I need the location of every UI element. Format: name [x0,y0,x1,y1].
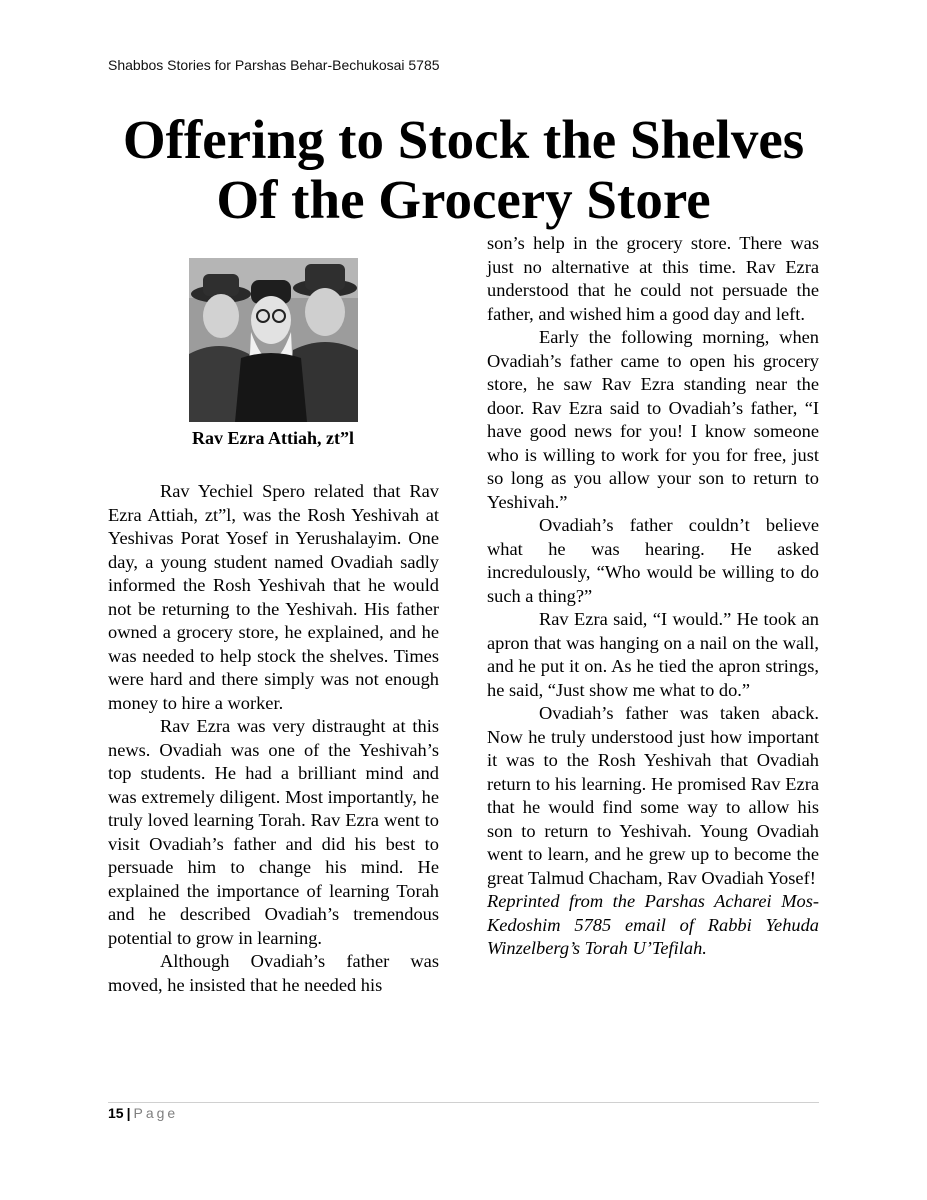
reprint-credit: Reprinted from the Parshas Acharei Mos-Kedoshim 5785 email of Rabbi Yehuda Winzelberg’s Torah U’Tefilah. [487,891,819,958]
paragraph: Rav Ezra was very distraught at this news. Ovadiah was one of the Yeshivah’s top students. He had a brilliant mind and was extremely diligent. Most importantly, he truly loved learning Torah. Rav Ezra went to visit Ovadiah’s father and did his best to persuade him to change his mind. He explained the importance of learning Torah and he described Ovadiah’s tremendous potential to grow in learning. [108,716,439,948]
page-footer [108,1105,178,1121]
paragraph: Rav Yechiel Spero related that Rav Ezra Attiah, zt”l, was the Rosh Yeshivah at Yeshivas Porat Yosef in Yerushalayim. One day, a young student named Ovadiah sadly informed the Rosh Yeshivah that he would not be returning to the Yeshivah. His father owned a grocery store, he explained, and he was needed to help stock the shelves. Times were hard and there simply was not enough money to hire a worker. [108,481,439,713]
paragraph: Rav Ezra said, “I would.” He took an apron that was hanging on a nail on the wall, and he put it on. As he tied the apron strings, he said, “Just show me what to do.” [487,609,819,700]
photo-caption: Rav Ezra Attiah, zt”l [192,428,354,448]
page-label: Page [133,1105,179,1121]
photo-illustration [189,258,358,422]
left-column [108,480,439,997]
rabbi-photo [189,258,358,422]
title-line-1: Offering to Stock the Shelves [122,109,805,170]
footer-divider [108,1102,819,1103]
paragraph: Early the following morning, when Ovadiah’s father came to open his grocery store, he saw Rav Ezra standing near the door. Rav Ezra said to Ovadiah’s father, “I have good news for you! I know someone who is willing to work for you for free, just so long as you allow your son to return to Yeshivah.” [487,327,819,512]
page-number: 15 [108,1105,124,1121]
footer-separator: | [126,1105,131,1121]
paragraph: son’s help in the grocery store. There was just no alternative at this time. Rav Ezra understood that he could not persuade the father, and wished him a good day and left. [487,233,819,324]
title-line-2: Of the Grocery Store [216,169,711,230]
paragraph: Ovadiah’s father was taken aback. Now he truly understood just how important it was to the Rosh Yeshivah that Ovadiah return to his learning. He promised Rav Ezra that he would find some way to allow his son to return to Yeshivah. Young Ovadiah went to learn, and he grew up to become the great Talmud Chacham, Rav Ovadiah Yosef! [487,703,819,888]
paragraph: Ovadiah’s father couldn’t believe what he was hearing. He asked incredulously, “Who would be willing to do such a thing?” [487,515,819,606]
article-title [60,110,867,230]
running-header: Shabbos Stories for Parshas Behar-Bechukosai 5785 [108,57,440,73]
right-column [487,232,819,961]
paragraph: Although Ovadiah’s father was moved, he insisted that he needed his [108,951,439,995]
